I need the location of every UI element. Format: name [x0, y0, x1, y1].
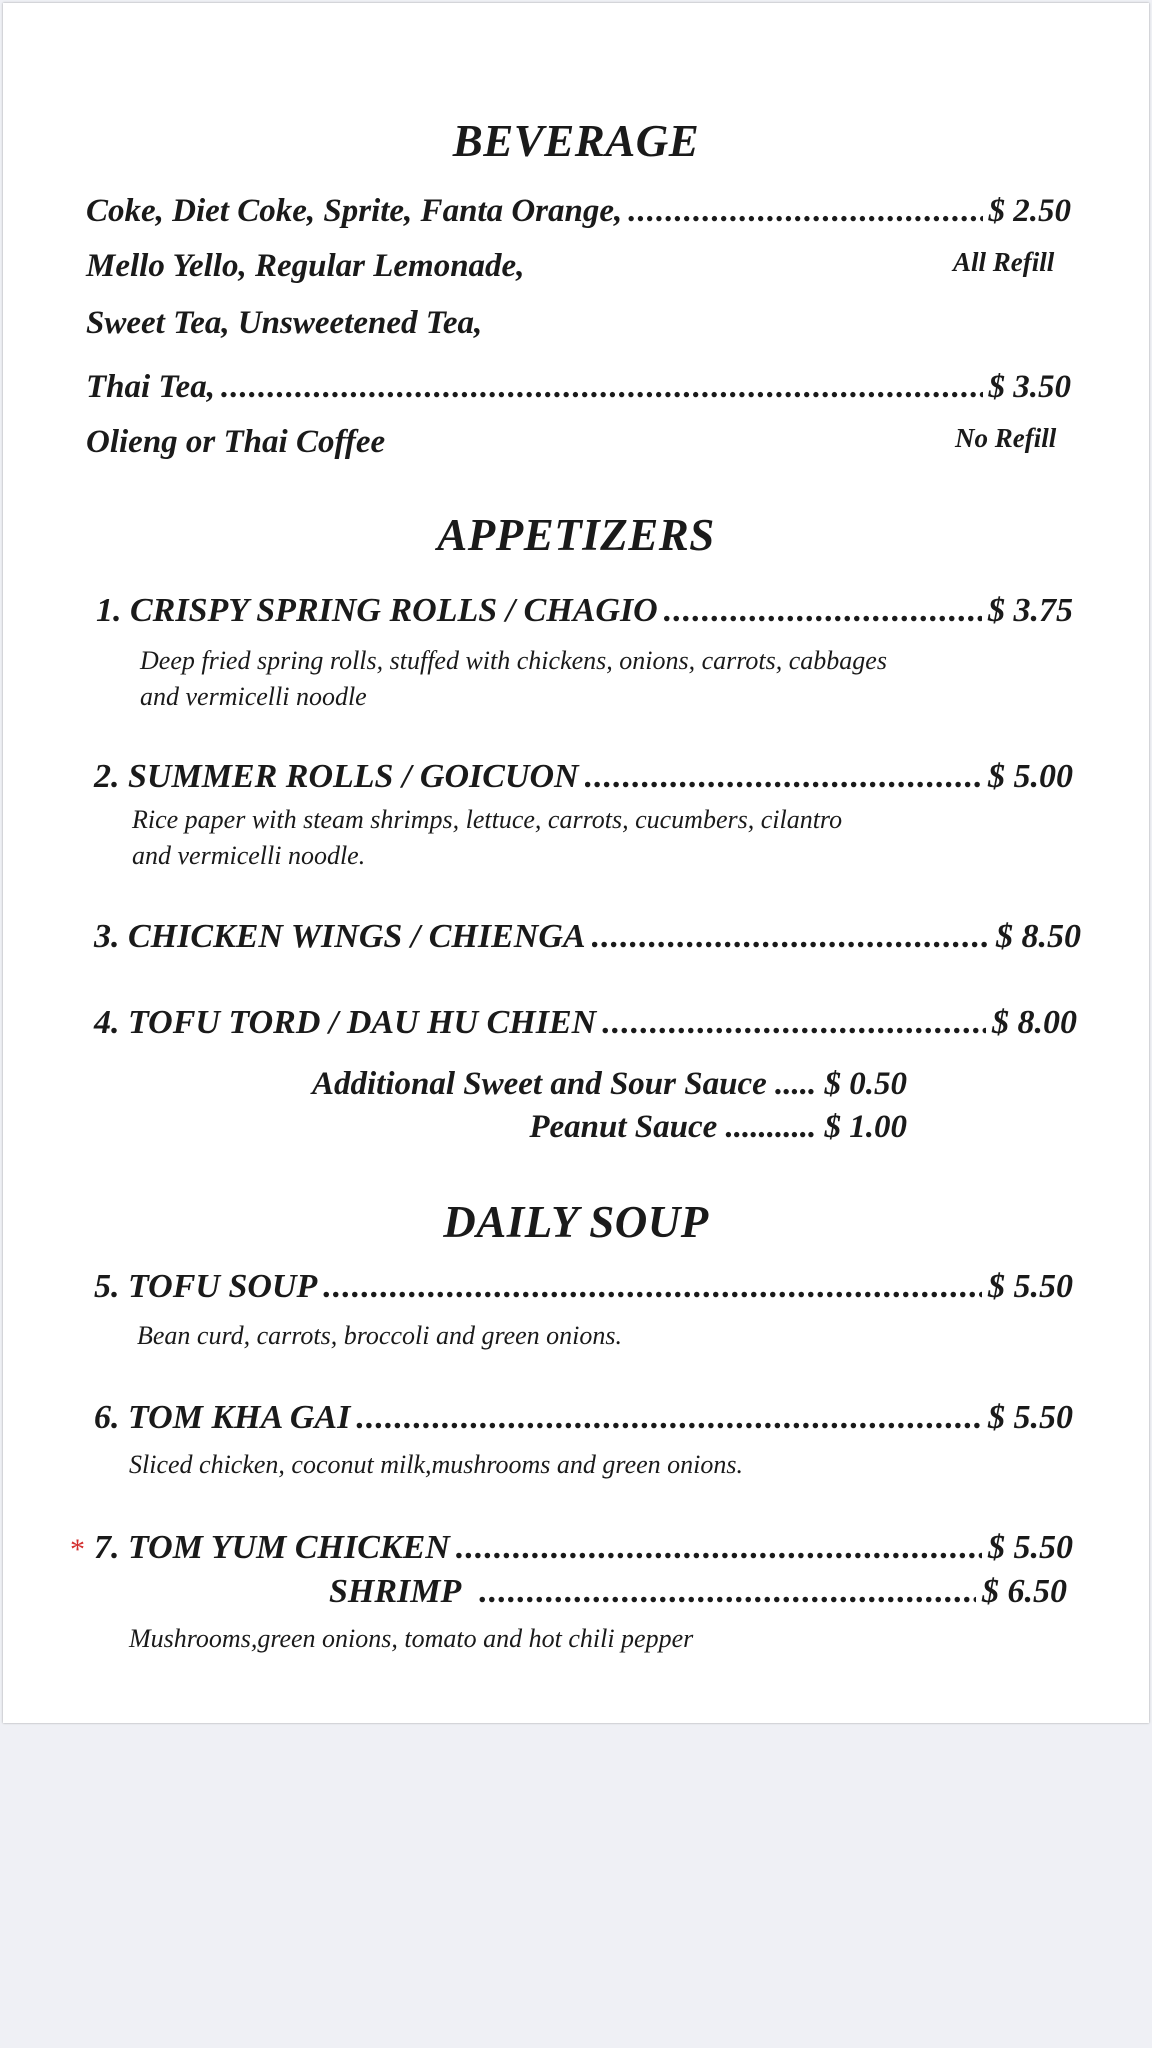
menu-item-price: $ 5.50: [988, 1529, 1073, 1566]
dot-leader: [456, 1529, 982, 1567]
dot-leader: [585, 758, 982, 796]
beverage-line-thai-tea: [86, 369, 1071, 406]
soup-item-tom-yum: [94, 1529, 1073, 1567]
menu-item-description: and vermicelli noodle.: [132, 841, 366, 870]
menu-item-description: Sliced chicken, coconut milk,mushrooms and green onions.: [129, 1450, 743, 1479]
daily-soup-heading: DAILY SOUP: [443, 1197, 709, 1247]
dot-leader: [592, 918, 990, 956]
additional-sweet-sour-sauce: Additional Sweet and Sour Sauce ..... $ 0.50: [311, 1066, 907, 1102]
menu-item-price: $ 3.75: [988, 592, 1073, 629]
beverage-refill-note: All Refill: [953, 247, 1055, 277]
appetizer-item-spring-rolls: [96, 592, 1073, 630]
menu-item-name: 4. TOFU TORD / DAU HU CHIEN: [94, 1004, 597, 1041]
dot-leader: [323, 1268, 982, 1306]
beverage-line-name: Coke, Diet Coke, Sprite, Fanta Orange,: [86, 193, 623, 229]
soup-item-tom-kha-gai: [94, 1399, 1073, 1437]
menu-item-name: 7. TOM YUM CHICKEN: [94, 1529, 450, 1566]
menu-item-name: 5. TOFU SOUP: [94, 1268, 318, 1305]
menu-item-price: $ 8.00: [992, 1004, 1077, 1041]
menu-item-description: Deep fried spring rolls, stuffed with chickens, onions, carrots, cabbages: [140, 646, 887, 675]
dot-leader: [664, 592, 982, 630]
menu-item-name: 3. CHICKEN WINGS / CHIENGA: [94, 918, 586, 955]
beverage-line-soft-drinks: [86, 193, 1071, 230]
menu-item-name: SHRIMP: [329, 1573, 462, 1610]
soup-item-tom-yum-shrimp: [329, 1573, 1067, 1611]
beverage-line-price: $ 2.50: [988, 193, 1071, 229]
appetizers-heading: APPETIZERS: [437, 510, 715, 560]
menu-item-name: 1. CRISPY SPRING ROLLS / CHAGIO: [96, 592, 658, 629]
menu-page: [3, 3, 1149, 1723]
menu-item-price: $ 5.50: [988, 1268, 1073, 1305]
dot-leader: [479, 1573, 976, 1611]
beverage-heading: BEVERAGE: [452, 116, 700, 166]
dot-leader: [356, 1399, 982, 1437]
menu-item-price: $ 5.00: [988, 758, 1073, 795]
appetizer-item-summer-rolls: [94, 758, 1073, 796]
menu-item-price: $ 5.50: [988, 1399, 1073, 1436]
soup-item-tofu-soup: [94, 1268, 1073, 1306]
menu-item-description: Bean curd, carrots, broccoli and green onions.: [137, 1321, 623, 1350]
dot-leader: [628, 193, 982, 230]
menu-item-name: 2. SUMMER ROLLS / GOICUON: [94, 758, 579, 795]
beverage-line-price: $ 3.50: [988, 369, 1071, 405]
menu-item-description: Rice paper with steam shrimps, lettuce, carrots, cucumbers, cilantro: [132, 805, 843, 834]
beverage-line-3: Sweet Tea, Unsweetened Tea,: [86, 305, 483, 341]
beverage-no-refill-note: No Refill: [955, 423, 1057, 453]
additional-peanut-sauce: Peanut Sauce ........... $ 1.00: [529, 1109, 907, 1145]
dot-leader: [602, 1004, 986, 1042]
spicy-marker-icon: *: [70, 1533, 85, 1566]
menu-item-description: Mushrooms,green onions, tomato and hot chili pepper: [129, 1624, 694, 1653]
menu-item-price: $ 6.50: [982, 1573, 1067, 1610]
beverage-line-5: Olieng or Thai Coffee: [86, 424, 386, 460]
menu-item-name: 6. TOM KHA GAI: [94, 1399, 351, 1436]
beverage-line-2: Mello Yello, Regular Lemonade,: [86, 248, 525, 284]
appetizer-item-chicken-wings: [94, 918, 1081, 956]
appetizer-item-tofu-tord: [94, 1004, 1077, 1042]
beverage-line-name: Thai Tea,: [86, 369, 215, 405]
menu-item-price: $ 8.50: [996, 918, 1081, 955]
dot-leader: [221, 369, 983, 406]
menu-item-description: and vermicelli noodle: [140, 682, 367, 711]
